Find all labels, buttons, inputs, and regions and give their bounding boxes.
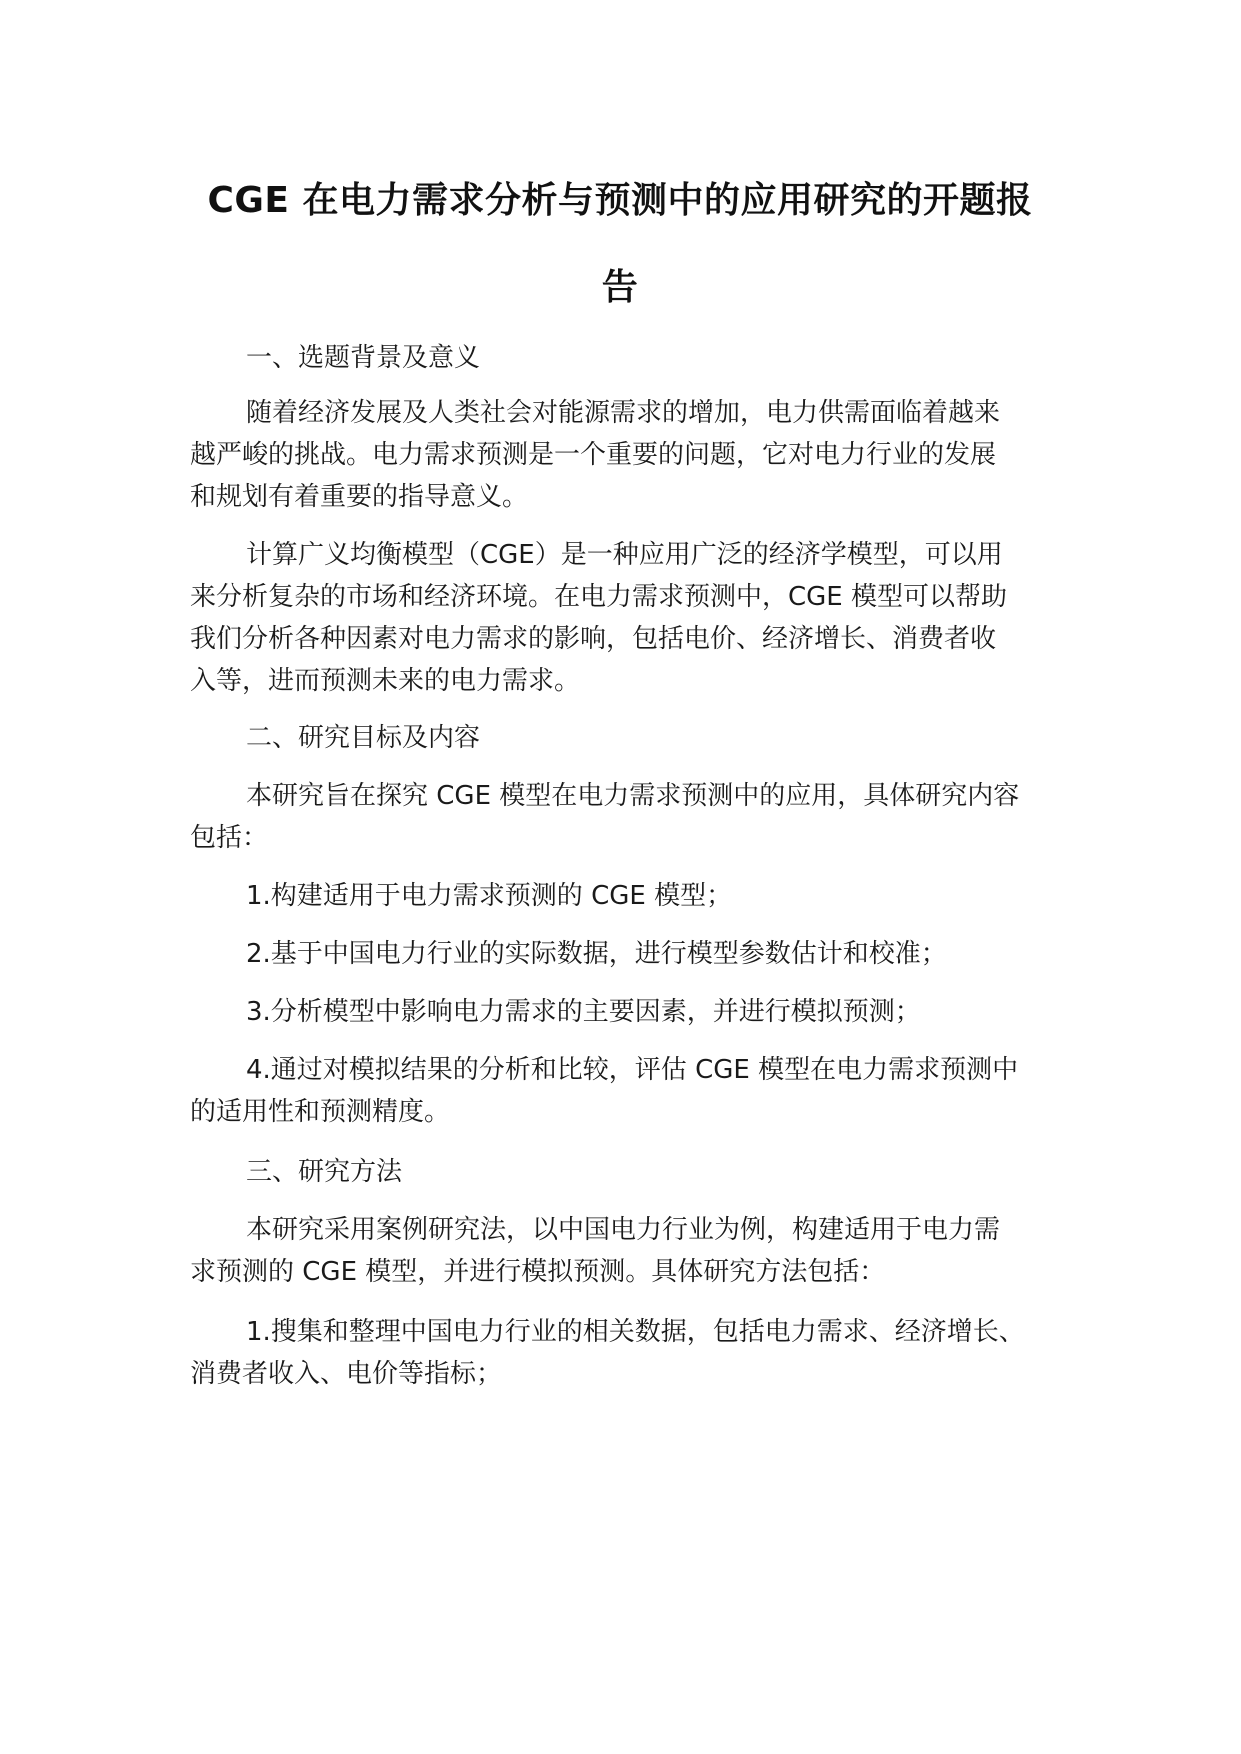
- paragraph-line: 和规划有着重要的指导意义。: [190, 482, 529, 512]
- list-item: 4.通过对模拟结果的分析和比较，评估 CGE 模型在电力需求预测中: [246, 1055, 1019, 1085]
- section-heading-methods: 三、研究方法: [246, 1157, 403, 1187]
- paragraph-line: 我们分析各种因素对电力需求的影响，包括电价、经济增长、消费者收: [190, 624, 997, 654]
- document-title-line-2: 告: [601, 267, 639, 308]
- paragraph-line: 入等，进而预测未来的电力需求。: [190, 666, 581, 696]
- paragraph-line: 越严峻的挑战。电力需求预测是一个重要的问题，它对电力行业的发展: [190, 440, 997, 470]
- section-heading-objectives: 二、研究目标及内容: [246, 723, 481, 753]
- list-item: 2.基于中国电力行业的实际数据，进行模型参数估计和校准；: [246, 939, 947, 969]
- paragraph-line: 本研究采用案例研究法，以中国电力行业为例，构建适用于电力需: [246, 1215, 1001, 1245]
- list-item: 1.构建适用于电力需求预测的 CGE 模型；: [246, 881, 733, 911]
- list-item-continuation: 消费者收入、电价等指标；: [190, 1359, 503, 1389]
- section-heading-background: 一、选题背景及意义: [246, 343, 481, 373]
- paragraph-line: 包括：: [190, 823, 269, 853]
- list-item: 3.分析模型中影响电力需求的主要因素，并进行模拟预测；: [246, 997, 921, 1027]
- list-item: 1.搜集和整理中国电力行业的相关数据，包括电力需求、经济增长、: [246, 1317, 1025, 1347]
- list-item-continuation: 的适用性和预测精度。: [190, 1097, 451, 1127]
- paragraph-line: 求预测的 CGE 模型，并进行模拟预测。具体研究方法包括：: [190, 1257, 886, 1287]
- paragraph-line: 来分析复杂的市场和经济环境。在电力需求预测中，CGE 模型可以帮助: [190, 582, 1007, 612]
- document-title-line-1: CGE 在电力需求分析与预测中的应用研究的开题报: [207, 180, 1033, 221]
- paragraph-line: 随着经济发展及人类社会对能源需求的增加，电力供需面临着越来: [246, 398, 1001, 428]
- paragraph-line: 计算广义均衡模型（CGE）是一种应用广泛的经济学模型，可以用: [246, 540, 1003, 570]
- paragraph-line: 本研究旨在探究 CGE 模型在电力需求预测中的应用，具体研究内容: [246, 781, 1020, 811]
